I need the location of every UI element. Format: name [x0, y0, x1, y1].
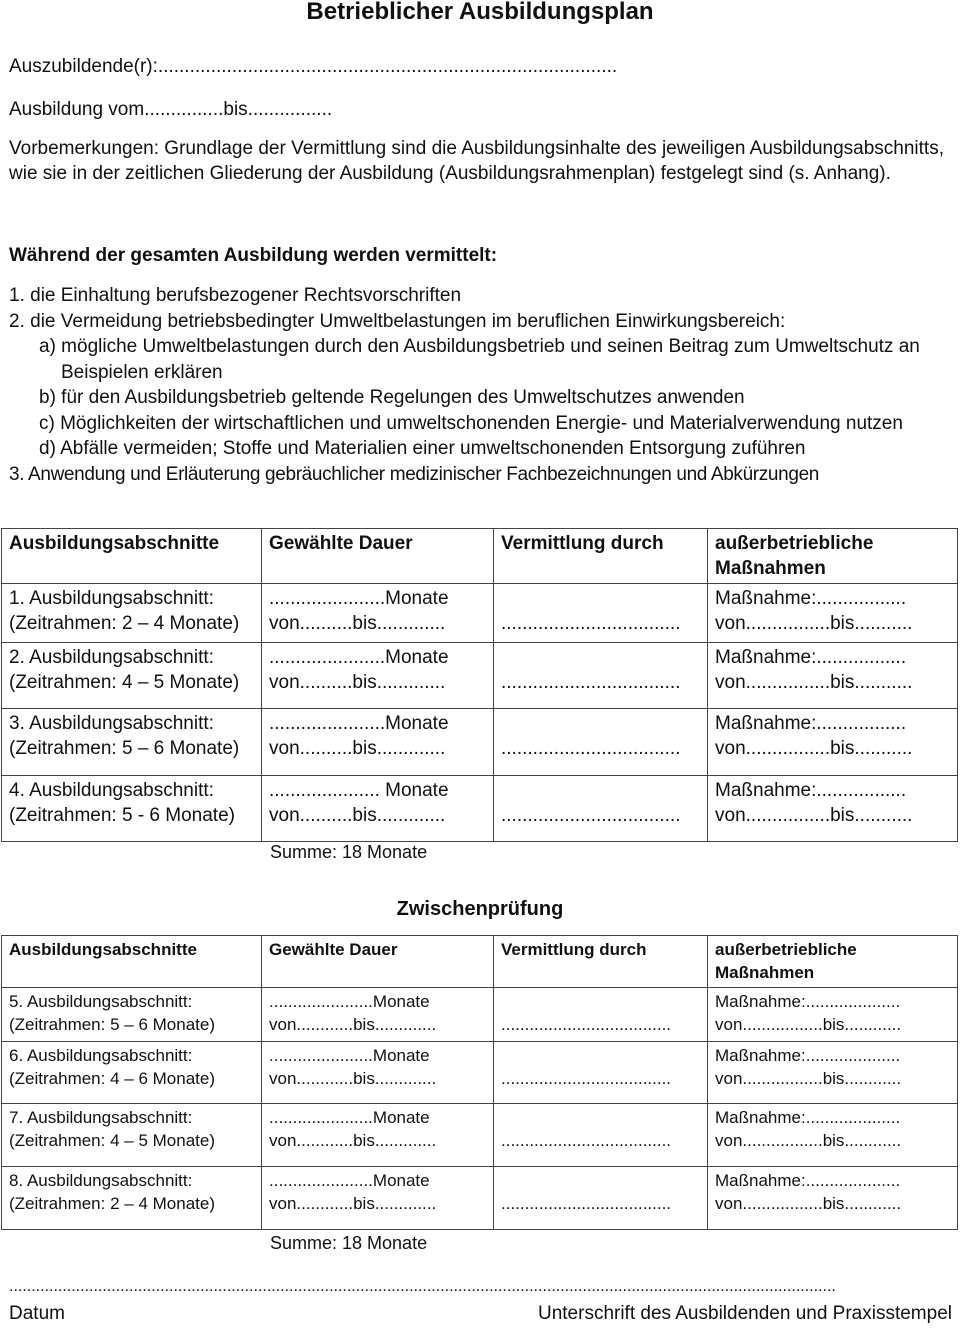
header-external: außerbetriebliche Maßnahmen [708, 936, 958, 988]
table-cell [494, 988, 708, 1042]
measure-dates-field[interactable]: von................bis........... [715, 738, 913, 759]
dates-field[interactable]: von............bis............. [269, 1131, 437, 1150]
section-timeframe: (Zeitrahmen: 4 – 6 Monate) [9, 1069, 215, 1088]
table-cell [262, 988, 494, 1042]
header-external: außerbetriebliche Maßnahmen [708, 529, 958, 584]
table-cell [2, 1167, 262, 1230]
list-item: 3. Anwendung und Erläuterung gebräuchlicher medizinischer Fachbezeichnungen und Abkürzungen [9, 463, 820, 485]
measure-dates-field[interactable]: von................bis........... [715, 805, 913, 826]
list-item: b) für den Ausbildungsbetrieb geltende Regelungen des Umweltschutzes anwenden [39, 387, 745, 408]
list-item: 1. die Einhaltung berufsbezogener Rechtsvorschriften [9, 285, 462, 306]
months-field[interactable]: ......................Monate [269, 992, 430, 1011]
header-via: Vermittlung durch [494, 529, 708, 584]
header-sections: Ausbildungsabschnitte [2, 936, 262, 988]
signature-line: .......................................................................................................................................................................................... [9, 1278, 836, 1295]
dates-field[interactable]: von..........bis............. [269, 738, 446, 759]
via-field[interactable]: .................................... [501, 1131, 672, 1150]
months-field[interactable]: ......................Monate [269, 1108, 430, 1127]
months-field[interactable]: ..................... Monate [269, 780, 449, 801]
list-item: c) Möglichkeiten der wirtschaftlichen und umweltschonenden Energie- und Materialverwendung nutzen [39, 412, 903, 434]
measure-field[interactable]: Maßnahme:.................... [715, 1171, 901, 1190]
header-via: Vermittlung durch [494, 936, 708, 988]
during-heading: Während der gesamten Ausbildung werden vermittelt: [9, 245, 498, 266]
page-title: Betrieblicher Ausbildungsplan [306, 0, 654, 25]
table-cell [708, 643, 958, 709]
trainee-field: Auszubildende(r):....................................................................................... [9, 56, 618, 77]
header-sections: Ausbildungsabschnitte [2, 529, 262, 584]
table-cell [494, 1167, 708, 1230]
measure-field[interactable]: Maßnahme:................. [715, 647, 907, 668]
dates-field[interactable]: von..........bis............. [269, 613, 446, 634]
months-field[interactable]: ......................Monate [269, 647, 449, 668]
section-timeframe: (Zeitrahmen: 2 – 4 Monate) [9, 1194, 215, 1213]
measure-dates-field[interactable]: von.................bis............ [715, 1069, 902, 1088]
midterm-heading: Zwischenprüfung [396, 898, 564, 920]
via-field[interactable]: .................................... [501, 1194, 672, 1213]
months-field[interactable]: ......................Monate [269, 713, 449, 734]
signature-label: Unterschrift des Ausbildenden und Praxisstempel [537, 1303, 952, 1324]
measure-dates-field[interactable]: von................bis........... [715, 613, 913, 634]
table-cell [494, 584, 708, 643]
via-field[interactable]: .................................... [501, 1015, 672, 1034]
table-cell [708, 709, 958, 776]
list-item: a) mögliche Umweltbelastungen durch den Ausbildungsbetrieb und seinen Beitrag zum Umweltschutz an Beispielen erklären [39, 336, 920, 383]
table-row [2, 709, 958, 776]
table-cell [2, 1042, 262, 1104]
section-name: 2. Ausbildungsabschnitt: [9, 647, 214, 668]
table-cell [262, 776, 494, 842]
table-cell [2, 584, 262, 643]
months-field[interactable]: ......................Monate [269, 1171, 430, 1190]
measure-field[interactable]: Maßnahme:.................... [715, 992, 901, 1011]
measure-dates-field[interactable]: von.................bis............ [715, 1131, 902, 1150]
content-list [9, 283, 944, 487]
table-cell [2, 988, 262, 1042]
section-timeframe: (Zeitrahmen: 4 – 5 Monate) [9, 672, 240, 693]
table-row [2, 643, 958, 709]
dates-field[interactable]: von............bis............. [269, 1194, 437, 1213]
table-cell [262, 643, 494, 709]
table-cell [708, 988, 958, 1042]
table-cell [708, 1104, 958, 1167]
section-name: 7. Ausbildungsabschnitt: [9, 1108, 193, 1127]
table-cell [494, 643, 708, 709]
table-cell [494, 709, 708, 776]
section-timeframe: (Zeitrahmen: 5 – 6 Monate) [9, 738, 240, 759]
section-name: 5. Ausbildungsabschnitt: [9, 992, 193, 1011]
dates-field[interactable]: von..........bis............. [269, 805, 446, 826]
dates-field[interactable]: von..........bis............. [269, 672, 446, 693]
section-timeframe: (Zeitrahmen: 5 - 6 Monate) [9, 805, 235, 826]
via-field[interactable]: .................................. [501, 613, 681, 634]
measure-field[interactable]: Maßnahme:................. [715, 780, 907, 801]
dates-field[interactable]: von............bis............. [269, 1015, 437, 1034]
sum-label-2: Summe: 18 Monate [270, 1233, 428, 1253]
table-cell [262, 1104, 494, 1167]
section-name: 6. Ausbildungsabschnitt: [9, 1046, 193, 1065]
table-cell [262, 1167, 494, 1230]
measure-dates-field[interactable]: von.................bis............ [715, 1015, 902, 1034]
measure-field[interactable]: Maßnahme:................. [715, 713, 907, 734]
section-name: 3. Ausbildungsabschnitt: [9, 713, 214, 734]
measure-field[interactable]: Maßnahme:.................... [715, 1046, 901, 1065]
table-cell [2, 776, 262, 842]
preliminary-remarks: Vorbemerkungen: Grundlage der Vermittlung sind die Ausbildungsinhalte des jeweiligen Ausbildungsabschnitts, wie sie in der zeitlichen Gliederung der Ausbildung (Ausbildungsrahmenplan) festgelegt sind (s. Anhang). [9, 138, 944, 184]
table-cell [708, 776, 958, 842]
header-duration: Gewählte Dauer [262, 529, 494, 584]
list-item: 2. die Vermeidung betriebsbedingter Umweltbelastungen im beruflichen Einwirkungsbereich: [9, 310, 786, 332]
table-cell [708, 1167, 958, 1230]
table-row [2, 1104, 958, 1167]
table-cell [494, 1104, 708, 1167]
dates-field[interactable]: von............bis............. [269, 1069, 437, 1088]
table-cell [708, 1042, 958, 1104]
section-timeframe: (Zeitrahmen: 2 – 4 Monate) [9, 613, 240, 634]
section-name: 1. Ausbildungsabschnitt: [9, 588, 214, 609]
measure-field[interactable]: Maßnahme:.................... [715, 1108, 901, 1127]
section-name: 4. Ausbildungsabschnitt: [9, 780, 214, 801]
via-field[interactable]: .................................. [501, 672, 681, 693]
list-item: d) Abfälle vermeiden; Stoffe und Materialien einer umweltschonenden Entsorgung zuführen [39, 438, 806, 459]
sum-label-1: Summe: 18 Monate [270, 842, 428, 862]
table-cell [708, 584, 958, 643]
table-row [2, 1042, 958, 1104]
via-field[interactable]: .................................. [501, 805, 681, 826]
section-name: 8. Ausbildungsabschnitt: [9, 1171, 193, 1190]
table-cell [2, 1104, 262, 1167]
table-row [2, 776, 958, 842]
table-row [2, 584, 958, 643]
table-row [2, 1167, 958, 1230]
table-cell [2, 643, 262, 709]
table-cell [2, 709, 262, 776]
training-plan-table-2 [1, 935, 958, 1230]
months-field[interactable]: ......................Monate [269, 1046, 430, 1065]
period-field: Ausbildung vom...............bis................ [9, 99, 333, 120]
section-timeframe: (Zeitrahmen: 4 – 5 Monate) [9, 1131, 215, 1150]
table-cell [262, 584, 494, 643]
training-plan-table-1 [1, 528, 958, 842]
date-label: Datum [9, 1303, 65, 1324]
table-row [2, 988, 958, 1042]
header-duration: Gewählte Dauer [262, 936, 494, 988]
table-cell [262, 709, 494, 776]
table-cell [494, 1042, 708, 1104]
measure-dates-field[interactable]: von.................bis............ [715, 1194, 902, 1213]
table-cell [494, 776, 708, 842]
measure-dates-field[interactable]: von................bis........... [715, 672, 913, 693]
months-field[interactable]: ......................Monate [269, 588, 449, 609]
table-cell [262, 1042, 494, 1104]
via-field[interactable]: .................................... [501, 1069, 672, 1088]
via-field[interactable]: .................................. [501, 738, 681, 759]
section-timeframe: (Zeitrahmen: 5 – 6 Monate) [9, 1015, 215, 1034]
measure-field[interactable]: Maßnahme:................. [715, 588, 907, 609]
